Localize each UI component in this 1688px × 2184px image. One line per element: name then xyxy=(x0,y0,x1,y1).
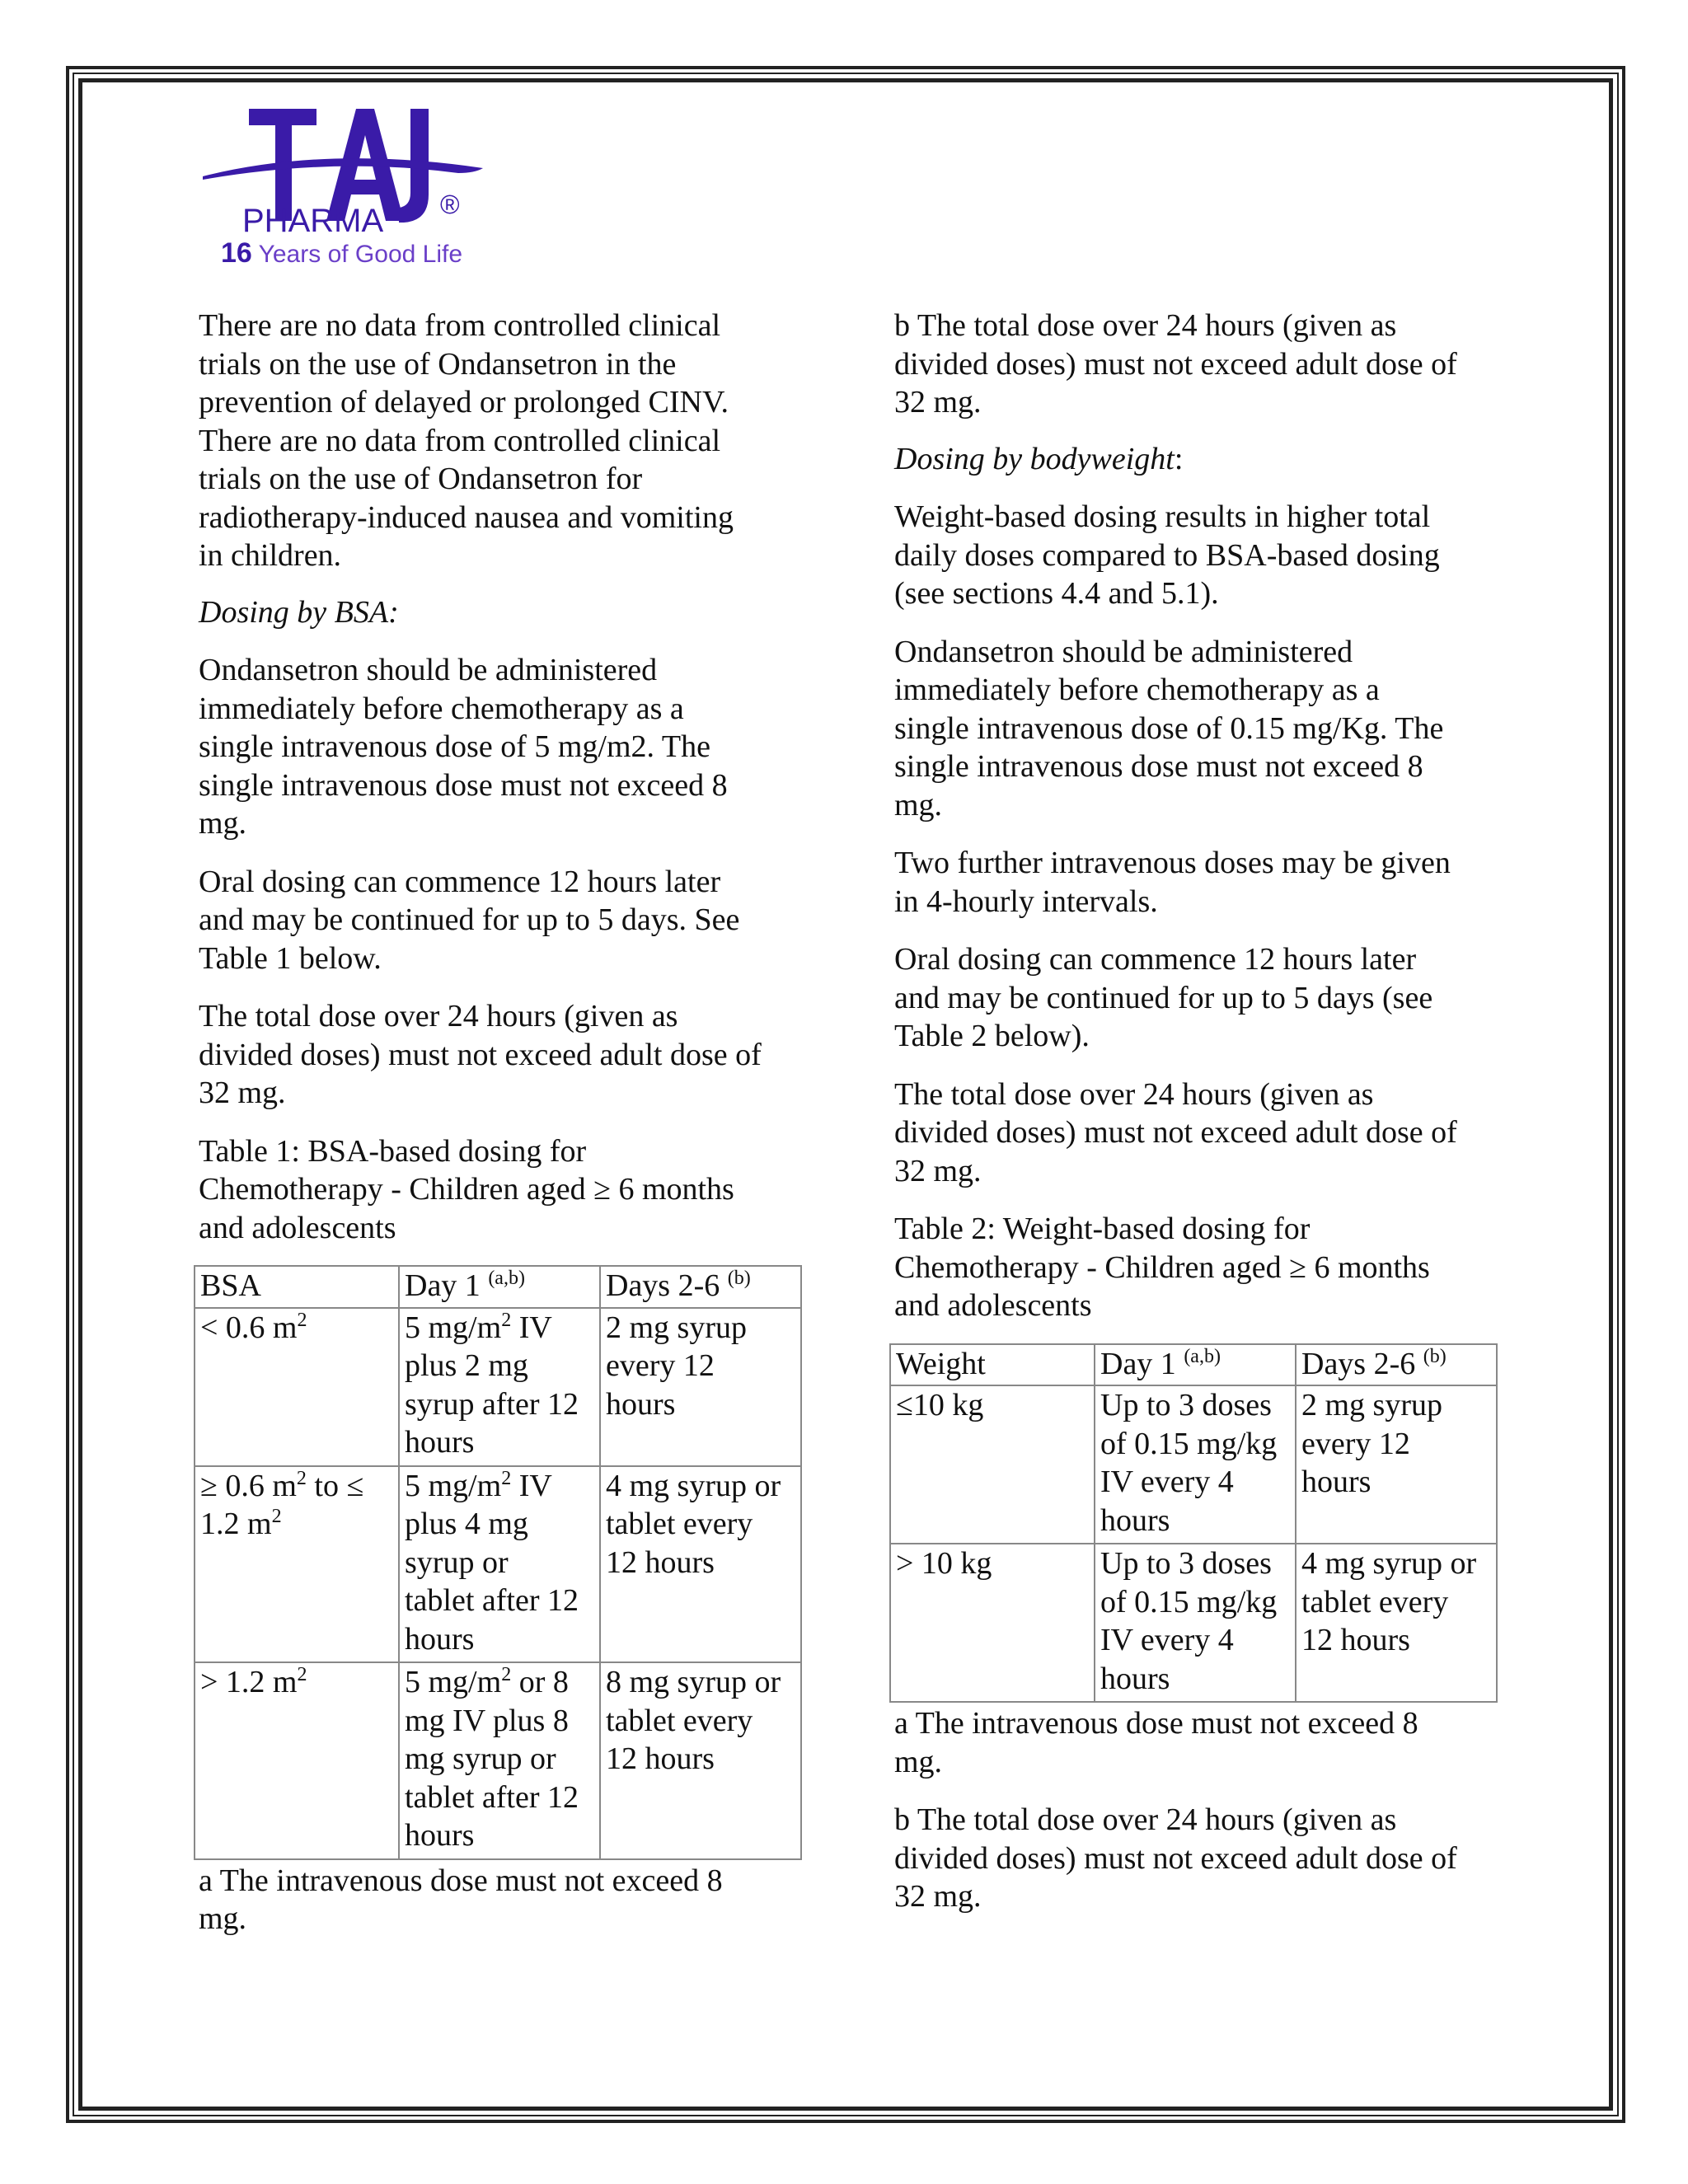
table-cell: > 10 kg xyxy=(890,1544,1095,1702)
paragraph-no-data: There are no data from controlled clinical trials on the use of Ondansetron in the prevention of delayed or prolonged CINV. There are no data from controlled clinical trials on the use of Ondansetron for radiotherapy-induced nausea and vomiting in children. xyxy=(199,308,734,573)
table-row xyxy=(890,1544,1497,1702)
paragraph-further-doses: Two further intravenous doses may be given in 4-hourly intervals. xyxy=(894,846,1451,919)
table-header-cell: Days 2-6 $^{(b)}$ xyxy=(600,1266,801,1308)
table-header-cell: BSA xyxy=(195,1266,399,1308)
table-row xyxy=(195,1466,801,1663)
paragraph-weight-total: The total dose over 24 hours (given as divided doses) must not exceed adult dose of 32 mg. xyxy=(894,1076,1457,1188)
registered-mark: ® xyxy=(440,190,460,219)
table-cell: 5 $mg/m^2$ IV plus 4 mg syrup or tablet after 12 hours xyxy=(399,1466,600,1663)
table-cell: ≤10 kg xyxy=(890,1385,1095,1544)
table-cell: Up to 3 doses of 0.15 mg/kg IV every 4 hours xyxy=(1095,1544,1296,1702)
table-row xyxy=(195,1308,801,1466)
table2-weight-dosing xyxy=(889,1343,1498,1704)
table-cell: > 1.2 $m^2$ xyxy=(195,1662,399,1859)
logo-pharma-text: PHARMA xyxy=(242,203,384,239)
table1-footnote-a: a The intravenous dose must not exceed 8 mg. xyxy=(199,1863,723,1936)
logo-tagline-number: 16 xyxy=(221,237,252,269)
table-row xyxy=(195,1662,801,1859)
table-cell: 2 mg syrup every 12 hours xyxy=(600,1308,801,1466)
table-header-row xyxy=(195,1266,801,1308)
table-header-cell: Day 1 $^{(a,b)}$ xyxy=(399,1266,600,1308)
taj-pharma-logo xyxy=(195,97,508,270)
right-column xyxy=(894,307,1504,1936)
table-cell: 2 mg syrup every 12 hours xyxy=(1296,1385,1497,1544)
table2-caption: Table 2: Weight-based dosing for Chemotherapy - Children aged ≥ 6 months and adolescents xyxy=(894,1212,1430,1323)
paragraph-weight-iv: Ondansetron should be administered immediately before chemotherapy as a single intravenous dose of 0.15 mg/Kg. The single intravenous dose must not exceed 8 mg. xyxy=(894,634,1444,823)
table-cell: < 0.6 $m^2$ xyxy=(195,1308,399,1466)
table-header-cell: Days 2-6 $^{(b)}$ xyxy=(1296,1344,1497,1386)
table1-bsa-dosing xyxy=(194,1265,802,1860)
paragraph-bsa-oral: Oral dosing can commence 12 hours later and may be continued for up to 5 days. See Table 1 below. xyxy=(199,864,740,976)
table-row xyxy=(890,1385,1497,1544)
heading-dosing-bsa: Dosing by BSA: xyxy=(199,594,399,630)
table-cell: ≥ 0.6 $m^2$ to ≤ 1.2 $m^2$ xyxy=(195,1466,399,1663)
left-column xyxy=(199,307,809,1958)
table-cell: Up to 3 doses of 0.15 mg/kg IV every 4 hours xyxy=(1095,1385,1296,1544)
table-cell: 5 $mg/m^2$ IV plus 2 mg syrup after 12 hours xyxy=(399,1308,600,1466)
table-cell: 5 $mg/m^2$ or 8 mg IV plus 8 mg syrup or tablet after 12 hours xyxy=(399,1662,600,1859)
table2-footnote-a: a The intravenous dose must not exceed 8 mg. xyxy=(894,1706,1418,1779)
table1-caption: Table 1: BSA-based dosing for Chemotherapy - Children aged ≥ 6 months and adolescents xyxy=(199,1133,734,1245)
logo-tagline-text: Years of Good Life xyxy=(251,241,463,268)
logo-tagline xyxy=(221,237,462,269)
table-header-row xyxy=(890,1344,1497,1386)
paragraph-total-dose-b: b The total dose over 24 hours (given as divided doses) must not exceed adult dose of 32 mg. xyxy=(894,308,1457,419)
table-cell: 8 mg syrup or tablet every 12 hours xyxy=(600,1662,801,1859)
table-cell: 4 mg syrup or tablet every 12 hours xyxy=(600,1466,801,1663)
table2-footnote-b: b The total dose over 24 hours (given as divided doses) must not exceed adult dose of 32 mg. xyxy=(894,1802,1457,1914)
paragraph-weight-oral: Oral dosing can commence 12 hours later and may be continued for up to 5 days (see Table 2 below). xyxy=(894,942,1433,1053)
heading-dosing-bodyweight: Dosing by bodyweight: xyxy=(894,441,1184,476)
table-header-cell: Weight xyxy=(890,1344,1095,1386)
paragraph-bsa-iv: Ondansetron should be administered immediately before chemotherapy as a single intravenous dose of 5 mg/m2. The single intravenous dose must not exceed 8 mg. xyxy=(199,653,728,841)
table-header-cell: Day 1 $^{(a,b)}$ xyxy=(1095,1344,1296,1386)
paragraph-weight-higher: Weight-based dosing results in higher total daily doses compared to BSA-based dosing (see sections 4.4 and 5.1). xyxy=(894,499,1440,611)
paragraph-bsa-total: The total dose over 24 hours (given as divided doses) must not exceed adult dose of 32 mg. xyxy=(199,999,762,1110)
table-cell: 4 mg syrup or tablet every 12 hours xyxy=(1296,1544,1497,1702)
